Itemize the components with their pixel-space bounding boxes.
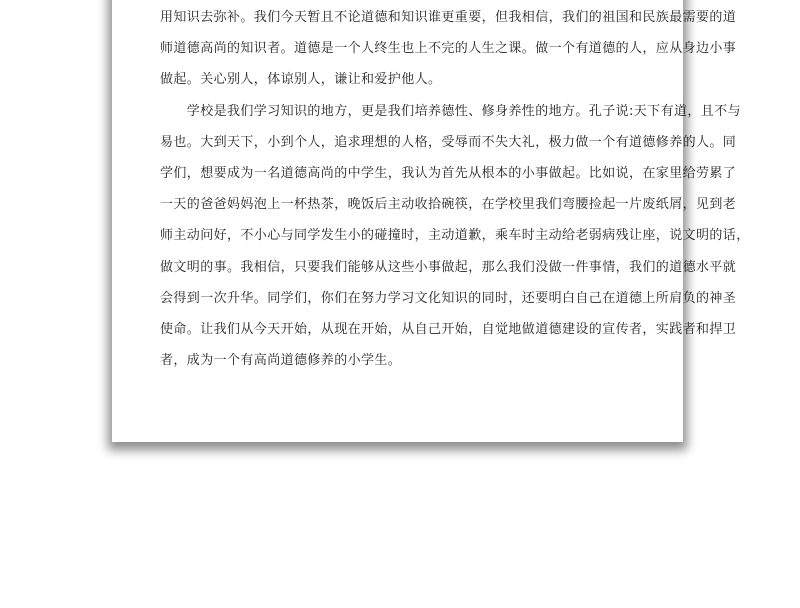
text-line: 师道德高尚的知识者。道德是一个人终生也上不完的人生之课。做一个有道德的人，应从身边小事	[160, 41, 737, 57]
text-line: 做起。关心别人，体谅别人，谦让和爱护他人。	[160, 72, 442, 88]
text-line: 易也。大到天下，小到个人，追求理想的人格，受辱而不失大礼，极力做一个有道德修养的人。同	[160, 134, 737, 150]
text-line: 学校是我们学习知识的地方，更是我们培养德性、修身养性的地方。孔子说:天下有道，且不与	[160, 103, 741, 119]
text-line: 一天的爸爸妈妈泡上一杯热茶，晚饭后主动收拾碗筷，在学校里我们弯腰捡起一片废纸屑，见到老	[160, 197, 737, 213]
text-line: 者，成为一个有高尚道德修养的小学生。	[160, 353, 402, 369]
document-page	[112, 0, 750, 442]
document-body	[160, 2, 750, 376]
text-line: 会得到一次升华。同学们，你们在努力学习文化知识的同时，还要明白自己在道德上所肩负的神圣	[160, 290, 737, 306]
text-line: 学们，想要成为一名道德高尚的中学生，我认为首先从根本的小事做起。比如说，在家里给劳累了	[160, 166, 737, 182]
text-line: 做文明的事。我相信，只要我们能够从这些小事做起，那么我们没做一件事情，我们的道德水平就	[160, 259, 737, 275]
text-line: 使命。让我们从今天开始，从现在开始，从自己开始，自觉地做道德建设的宣传者，实践者和捍卫	[160, 322, 737, 338]
text-line: 用知识去弥补。我们今天暂且不论道德和知识谁更重要，但我相信，我们的祖国和民族最需要的道	[160, 10, 737, 25]
text-line: 师主动问好，不小心与同学发生小的碰撞时，主动道歉，乘车时主动给老弱病残让座，说文明的话，	[160, 228, 750, 244]
